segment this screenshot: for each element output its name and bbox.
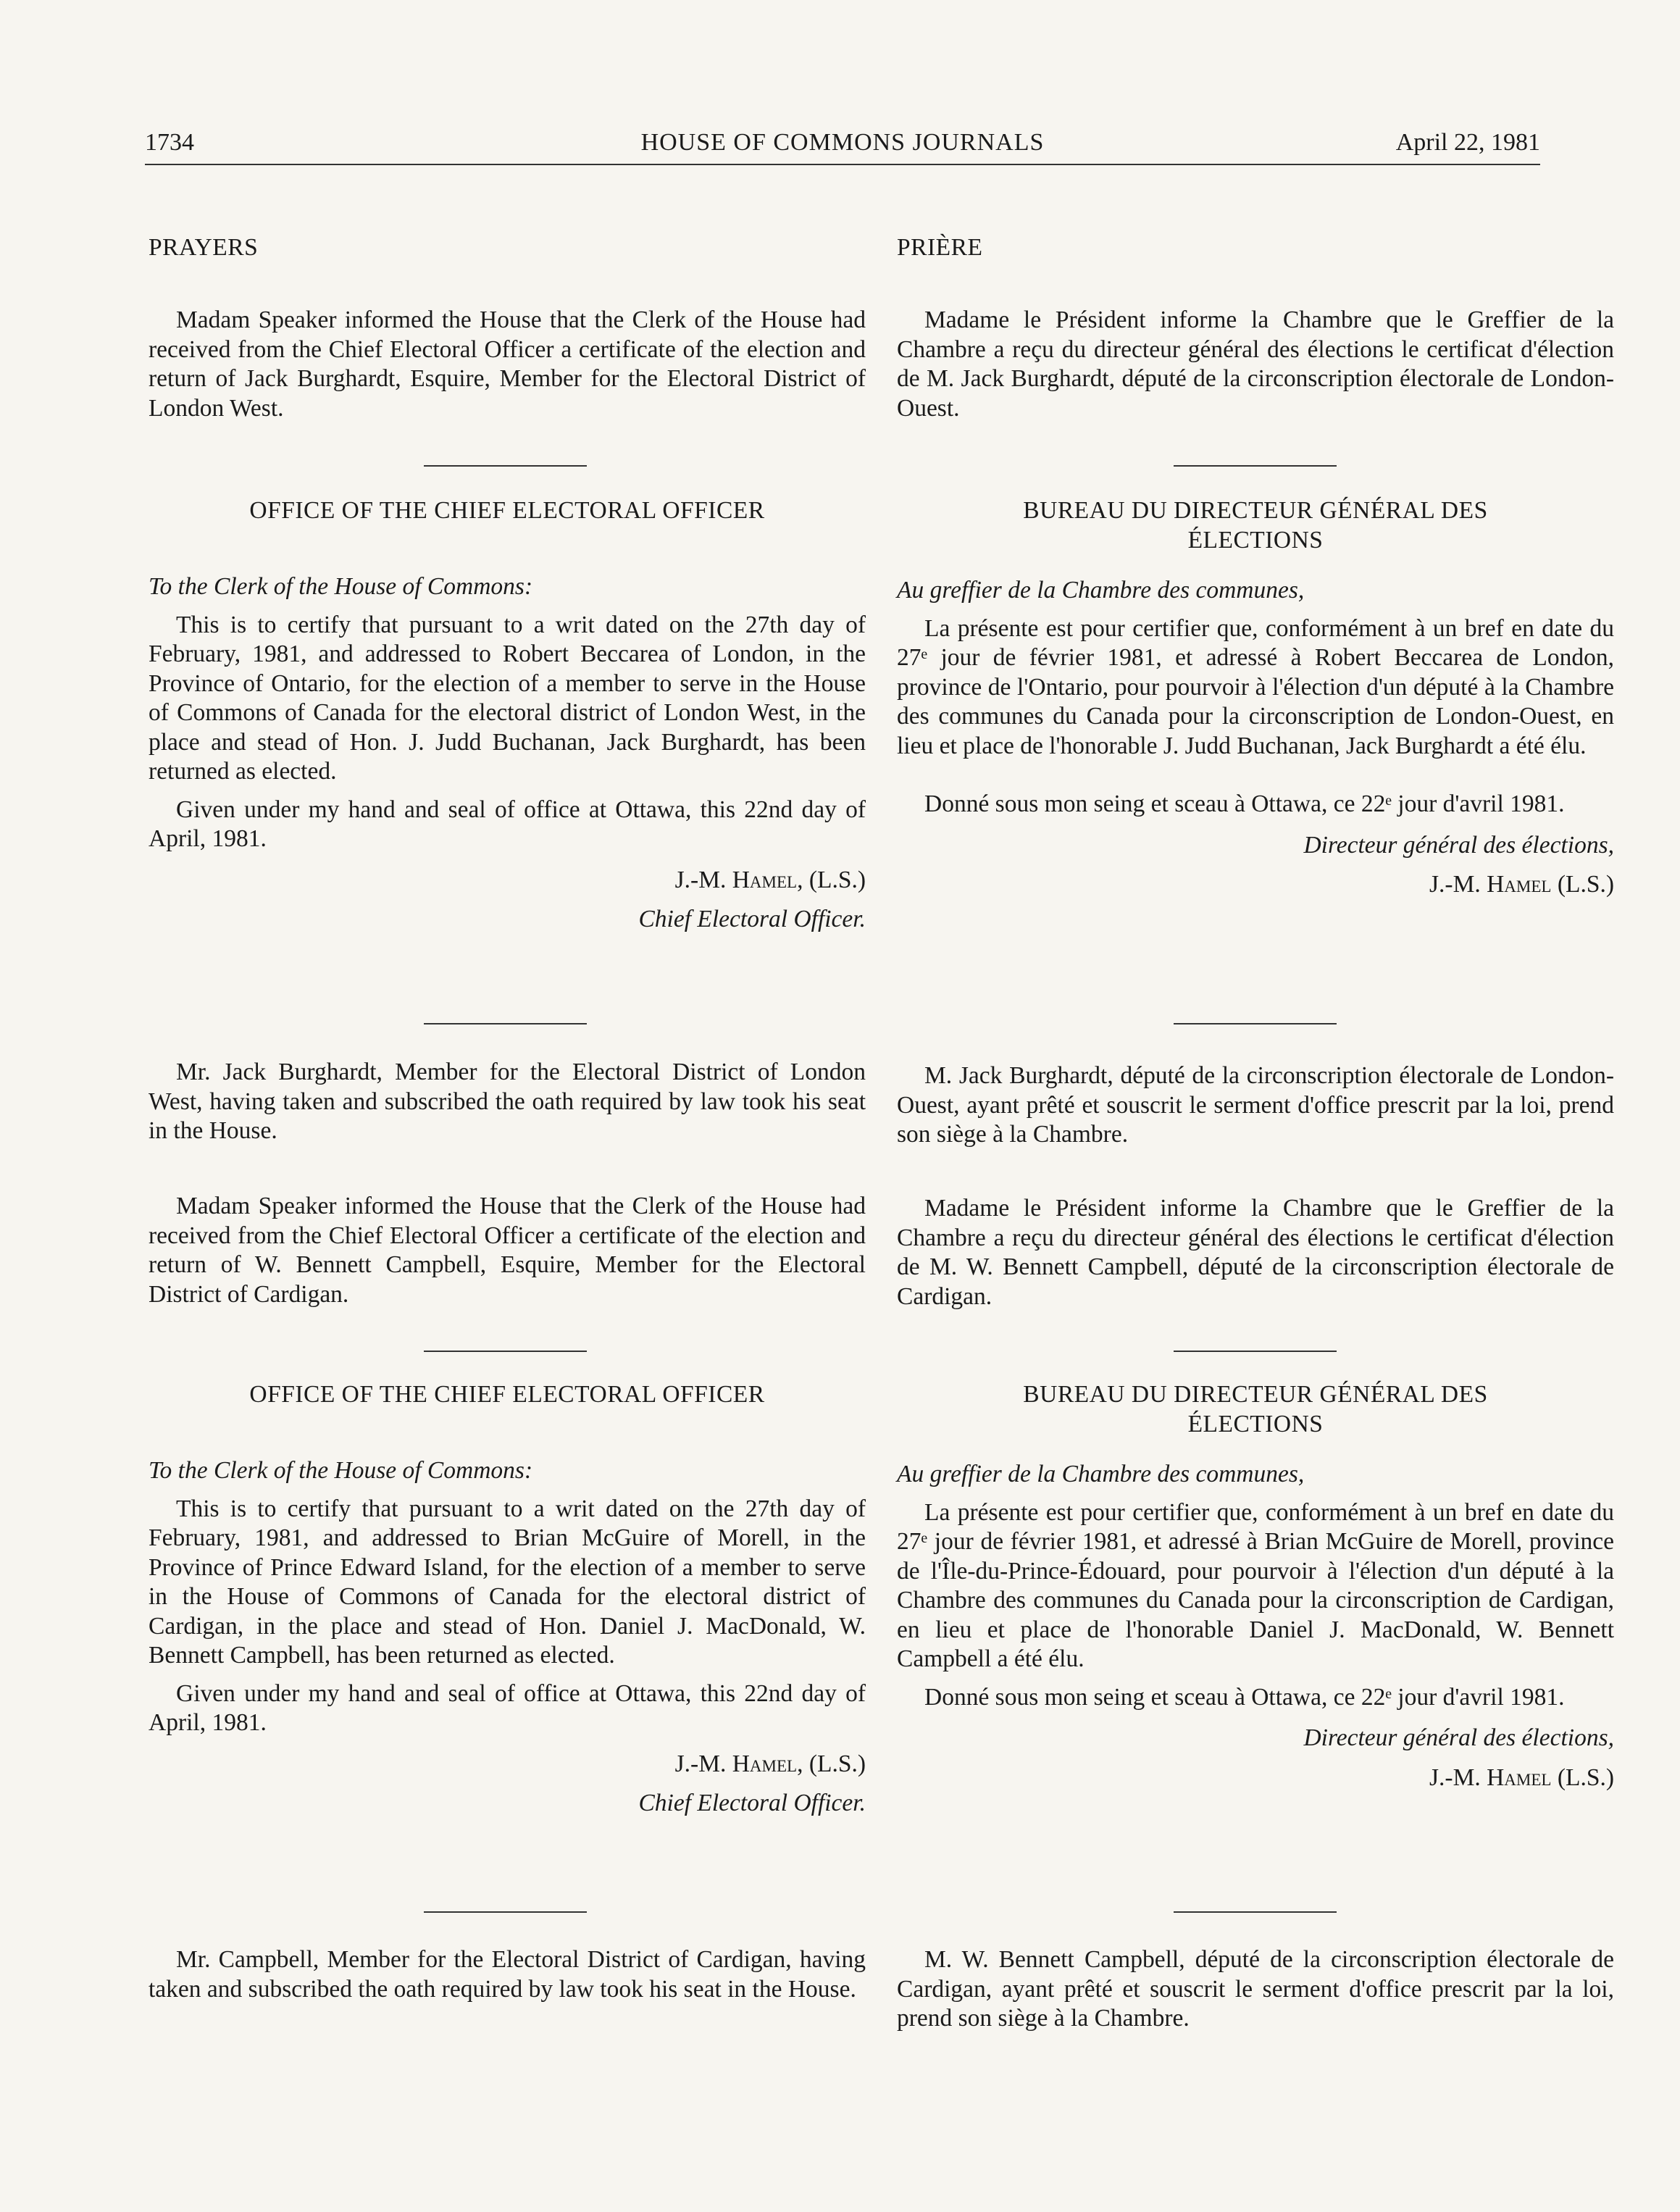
paragraph: Mr. Campbell, Member for the Electoral District of Cardigan, having taken and subscribed the oath required by law took his seat in the House.	[149, 1946, 866, 2003]
office-heading-block-2	[149, 1380, 866, 1410]
speaker-announcement-2	[149, 1192, 866, 1309]
address-line: Au greffier de la Chambre des communes,	[897, 577, 1305, 604]
paragraph: Madam Speaker informed the House that the Clerk of the House had received from the Chief Electoral Officer a certificate of the election and return of Jack Burghardt, Esquire, Member for the Electoral District of London West.	[149, 306, 866, 422]
signature-title: Directeur général des élections,	[1303, 1724, 1614, 1751]
office-heading: OFFICE OF THE CHIEF ELECTORAL OFFICER	[249, 1381, 765, 1408]
paragraph: Mr. Jack Burghardt, Member for the Electoral District of London West, having taken and subscribed the oath required by law took his seat in the House.	[149, 1059, 866, 1144]
signature-title: Chief Electoral Officer.	[638, 1790, 866, 1816]
certificat-1	[897, 576, 1614, 900]
certificat-2	[897, 1460, 1614, 1792]
bureau-heading-line-1: BUREAU DU DIRECTEUR GÉNÉRAL DES	[1023, 1381, 1488, 1408]
certificate-1	[149, 572, 866, 935]
given-under-hand: Given under my hand and seal of office at Ottawa, this 22nd day of April, 1981.	[149, 1679, 866, 1736]
oath-paragraph-1	[149, 1058, 866, 1146]
signature-title: Chief Electoral Officer.	[638, 906, 866, 932]
signature-title: Directeur général des élections,	[1303, 831, 1614, 859]
section-divider	[1174, 1351, 1337, 1352]
paragraph: M. W. Bennett Campbell, député de la circonscription électorale de Cardigan, ayant prêté et souscrit le serment d'office prescrit par la loi, prend son siège à la Chambre.	[897, 1946, 1614, 2032]
section-divider	[424, 1023, 587, 1024]
paragraph: M. Jack Burghardt, député de la circonscription électorale de London-Ouest, ayant prêté et souscrit le serment d'office prescrit par la loi, prend son siège à la Chambre.	[897, 1062, 1614, 1148]
paragraph: Madam Speaker informed the House that the Clerk of the House had received from the Chief Electoral Officer a certificate of the election and return of W. Bennett Campbell, Esquire, Member for the Electoral District of Cardigan.	[149, 1193, 866, 1308]
priere-heading-block	[897, 233, 1614, 263]
bureau-heading-line-1: BUREAU DU DIRECTEUR GÉNÉRAL DES	[1023, 497, 1488, 524]
donne-sous-mon-seing: Donné sous mon seing et sceau à Ottawa, ce 22ᵉ jour d'avril 1981.	[924, 790, 1565, 817]
annonce-president-1	[897, 306, 1614, 423]
page-number: 1734	[145, 129, 194, 156]
oath-paragraph-1	[897, 1061, 1614, 1150]
paragraph: Madame le Président informe la Chambre que le Greffier de la Chambre a reçu du directeur général des élections le certificat d'élection de M. Jack Burghardt, député de la circonscription électorale de London-Ouest.	[897, 306, 1614, 422]
prayers-heading-block	[149, 233, 866, 263]
section-divider	[1174, 1023, 1337, 1024]
address-line: To the Clerk of the House of Commons:	[149, 1457, 533, 1484]
priere-heading: PRIÈRE	[897, 234, 983, 261]
journal-date: April 22, 1981	[1395, 129, 1540, 156]
address-line: To the Clerk of the House of Commons:	[149, 573, 533, 600]
certificate-text: This is to certify that pursuant to a writ dated on the 27th day of February, 1981, and addressed to Brian McGuire of Morell, in the Province of Prince Edward Island, for the election of a member to serve in the House of Commons of Canada for the electoral district of Cardigan, in the place and stead of Hon. Daniel J. MacDonald, W. Bennett Campbell, has been returned as elected.	[149, 1495, 866, 1669]
signature-name: J.-M. Hamel (L.S.)	[1429, 871, 1614, 898]
given-under-hand: Given under my hand and seal of office at Ottawa, this 22nd day of April, 1981.	[149, 796, 866, 852]
certificate-2	[149, 1456, 866, 1819]
bureau-heading-line-2: ÉLECTIONS	[1187, 1410, 1324, 1437]
header-rule	[145, 164, 1540, 165]
paragraph: Madame le Président informe la Chambre que le Greffier de la Chambre a reçu du directeur général des élections le certificat d'élection de M. W. Bennett Campbell, député de la circonscription électorale de Cardigan.	[897, 1195, 1614, 1310]
certificate-text: La présente est pour certifier que, conformément à un bref en date du 27ᵉ jour de février 1981, et adressé à Brian McGuire de Morell, province de l'Île-du-Prince-Édouard, pour pourvoir à l'élection d'un député à la Chambre des communes du Canada pour la circonscription de Cardigan, en lieu et place de l'honorable Daniel J. MacDonald, W. Bennett Campbell a été élu.	[897, 1498, 1614, 1672]
office-heading: OFFICE OF THE CHIEF ELECTORAL OFFICER	[249, 497, 765, 524]
signature-name: J.-M. Hamel (L.S.)	[1429, 1764, 1614, 1791]
office-heading-block-1	[149, 496, 866, 526]
signature-name: J.-M. Hamel, (L.S.)	[674, 1750, 866, 1777]
prayers-heading: PRAYERS	[149, 234, 259, 261]
certificate-text: This is to certify that pursuant to a writ dated on the 27th day of February, 1981, and addressed to Robert Beccarea of London, in the Province of Ontario, for the election of a member to serve in the House of Commons of Canada for the electoral district of London West, in the place and stead of Hon. J. Judd Buchanan, Jack Burghardt, has been returned as elected.	[149, 611, 866, 785]
section-divider	[424, 465, 587, 467]
certificate-text: La présente est pour certifier que, conformément à un bref en date du 27ᵉ jour de février 1981, et adressé à Robert Beccarea de London, province de l'Ontario, pour pourvoir à l'élection d'un député à la Chambre des communes du Canada pour la circonscription de London-Ouest, en lieu et place de l'honorable J. Judd Buchanan, Jack Burghardt a été élu.	[897, 614, 1614, 759]
section-divider	[424, 1351, 587, 1352]
signature-name: J.-M. Hamel, (L.S.)	[674, 866, 866, 893]
annonce-president-2	[897, 1194, 1614, 1311]
section-divider	[1174, 1911, 1337, 1913]
oath-paragraph-2	[897, 1945, 1614, 2034]
bureau-heading-block-2	[897, 1380, 1614, 1439]
donne-sous-mon-seing: Donné sous mon seing et sceau à Ottawa, ce 22ᵉ jour d'avril 1981.	[924, 1683, 1565, 1711]
address-line: Au greffier de la Chambre des communes,	[897, 1461, 1305, 1487]
speaker-announcement-1	[149, 306, 866, 423]
bureau-heading-line-2: ÉLECTIONS	[1187, 526, 1324, 554]
bureau-heading-block-1	[897, 496, 1614, 555]
section-divider	[424, 1911, 587, 1913]
page-header	[145, 129, 1540, 165]
journal-title: HOUSE OF COMMONS JOURNALS	[640, 129, 1045, 156]
oath-paragraph-2	[149, 1945, 866, 2004]
section-divider	[1174, 465, 1337, 467]
